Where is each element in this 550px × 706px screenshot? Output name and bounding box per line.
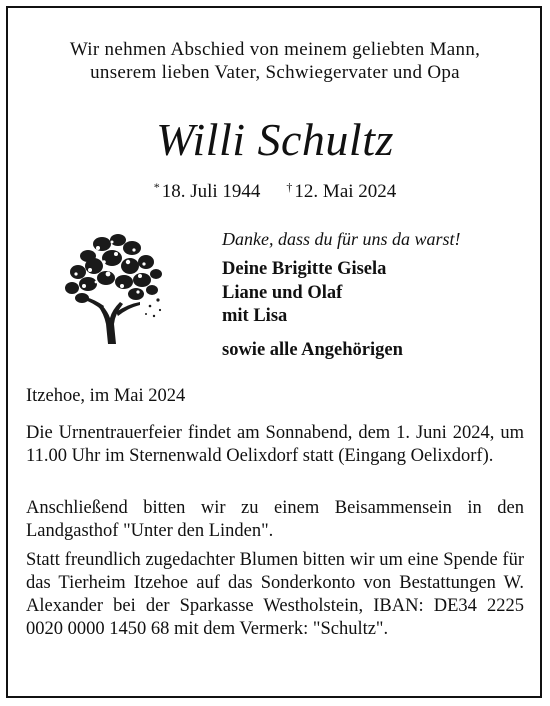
intro-line-2: unserem lieben Vater, Schwiegervater und Opa xyxy=(90,62,460,83)
death-symbol: † xyxy=(286,180,293,194)
mourner-line-2: Liane und Olaf xyxy=(222,282,343,303)
mourner-line-1: Deine Brigitte Gisela xyxy=(222,259,387,279)
life-dates xyxy=(0,176,550,203)
intro-line-1: Wir nehmen Abschied von meinem geliebten Mann, xyxy=(69,39,481,60)
death-date: 12. Mai 2024 xyxy=(294,181,397,202)
mourners-block xyxy=(222,258,403,362)
intro-text xyxy=(0,38,550,84)
thanks-text: Danke, dass du für uns da warst! xyxy=(222,229,461,249)
donation-paragraph: Statt freundlich zugedachter Blumen bitten wir um eine Spende für das Tierheim Itzehoe auf das Sonderkonto von Bestattungen W. Alexander bei der Sparkasse Westholstein, IBAN: DE34 2225 0020 0000 1450 68 mit dem Vermerk: "Schultz". xyxy=(26,550,524,639)
mourner-line-4: sowie alle Angehörigen xyxy=(222,339,403,360)
birth-date: 18. Juli 1944 xyxy=(161,181,261,202)
deceased-name: Willi Schultz xyxy=(156,114,394,165)
ceremony-paragraph: Die Urnentrauerfeier findet am Sonnabend, dem 1. Juni 2024, um 11.00 Uhr im Sternenwald Oelixdorf statt (Eingang Oelixdorf). xyxy=(26,423,524,466)
birth-symbol: * xyxy=(153,180,160,194)
tree-icon xyxy=(58,226,166,346)
place-date: Itzehoe, im Mai 2024 xyxy=(26,386,186,406)
mourner-line-3: mit Lisa xyxy=(222,306,288,326)
gathering-paragraph: Anschließend bitten wir zu einem Beisammensein in den Landgasthof "Unter den Linden". xyxy=(26,498,524,541)
